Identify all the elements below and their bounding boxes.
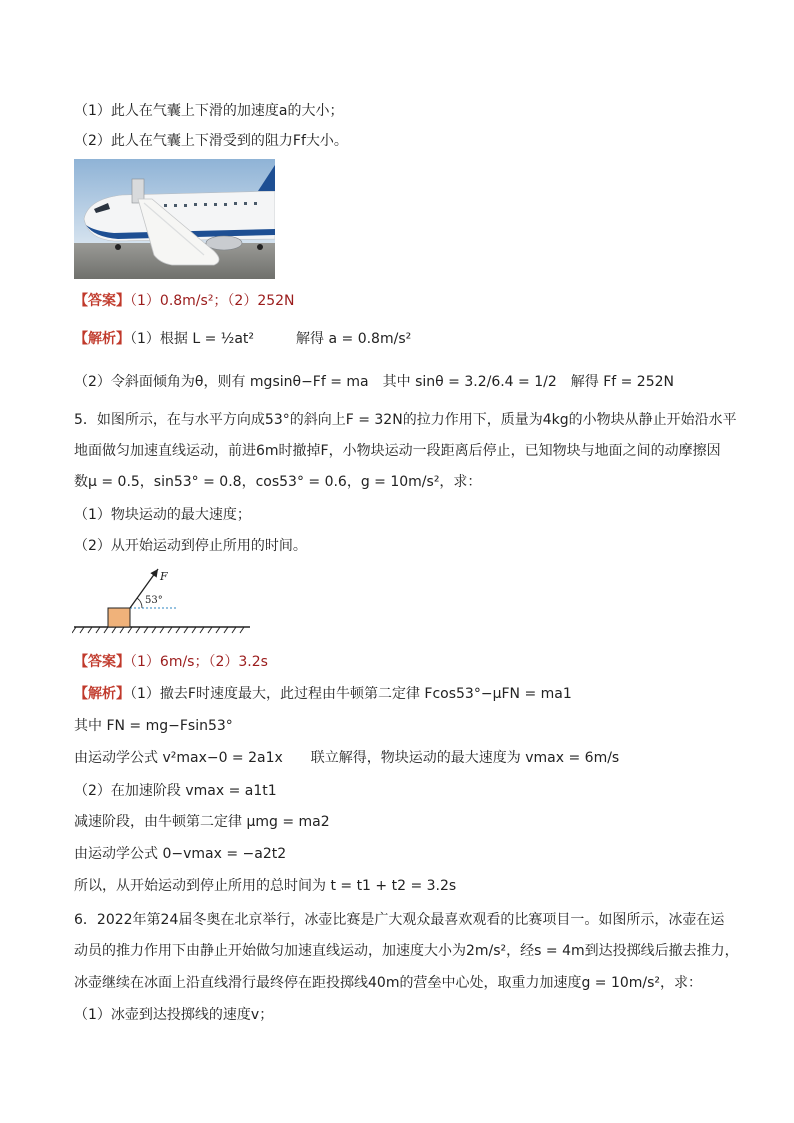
q5-stem-line1: 5．如图所示，在与水平方向成53°的斜向上F = 32N的拉力作用下，质量为4kg的小物块从静止开始沿水平 <box>74 412 737 428</box>
q5-analysis6: 由运动学公式 0−vmax = −a2t2 <box>74 846 287 862</box>
q4-analysis2: （2）令斜面倾角为θ，则有 mgsinθ−Ff = ma 其中 sinθ = 3.2/6.4 = 1/2 解得 Ff = 252N <box>74 374 674 390</box>
q5-stem-line2: 地面做匀加速直线运动，前进6m时撤掉F，小物块运动一段距离后停止，已知物块与地面之间的动摩擦因 <box>74 443 721 459</box>
q4-sub2: （2）此人在气囊上下滑受到的阻力Ff大小。 <box>74 133 348 149</box>
block <box>108 608 130 627</box>
q6-stem-line1: 6．2022年第24届冬奥在北京举行，冰壶比赛是广大观众最喜欢观看的比赛项目一。如图所示，冰壶在运 <box>74 912 725 928</box>
analysis-tag: 【解析】 <box>74 686 130 702</box>
q6-stem-line3: 冰壶继续在冰面上沿直线滑行最终停在距投掷线40m的营垒中心处，取重力加速度g = 10m/s²，求： <box>74 975 703 991</box>
q5-analysis2: 其中 FN = mg−Fsin53° <box>74 718 233 734</box>
block-force-diagram <box>72 567 252 635</box>
q4-analysis-line1 <box>74 329 411 349</box>
q5-answer-text: （1）6m/s；（2）3.2s <box>130 654 268 670</box>
q5-analysis1: （1）撤去F时速度最大，此过程由牛顿第二定律 Fcos53°−μFN = ma1 <box>130 686 572 702</box>
answer-tag: 【答案】 <box>74 654 130 670</box>
q5-analysis7: 所以，从开始运动到停止所用的总时间为 t = t1 + t2 = 3.2s <box>74 878 457 894</box>
q5-analysis4: （2）在加速阶段 vmax = a1t1 <box>74 783 277 799</box>
q5-analysis-line1 <box>74 684 572 704</box>
answer-tag: 【答案】 <box>74 293 130 309</box>
q4-sub1: （1）此人在气囊上下滑的加速度a的大小； <box>74 103 344 119</box>
q5-answer <box>74 652 268 672</box>
angle-label: 53° <box>145 595 163 606</box>
airplane-photo <box>74 159 275 279</box>
q5-sub2: （2）从开始运动到停止所用的时间。 <box>74 538 307 554</box>
q5-analysis3: 由运动学公式 v²max−0 = 2a1x 联立解得，物块运动的最大速度为 vmax = 6m/s <box>74 750 620 766</box>
analysis-tag: 【解析】 <box>74 331 130 347</box>
q4-answer <box>74 291 295 311</box>
q5-analysis5: 减速阶段，由牛顿第二定律 μmg = ma2 <box>74 814 330 830</box>
q6-sub1: （1）冰壶到达投掷线的速度v； <box>74 1007 274 1023</box>
q4-answer-text: （1）0.8m/s²；（2）252N <box>130 293 295 309</box>
q6-stem-line2: 动员的推力作用下由静止开始做匀加速直线运动，加速度大小为2m/s²，经s = 4m到达投掷线后撤去推力， <box>74 943 739 959</box>
q5-stem-line3: 数μ = 0.5，sin53° = 0.8，cos53° = 0.6，g = 10m/s²，求： <box>74 474 482 490</box>
q5-sub1: （1）物块运动的最大速度； <box>74 507 251 523</box>
force-label: F <box>160 570 168 583</box>
q4-analysis1: （1）根据 L = ½at² 解得 a = 0.8m/s² <box>130 331 412 347</box>
